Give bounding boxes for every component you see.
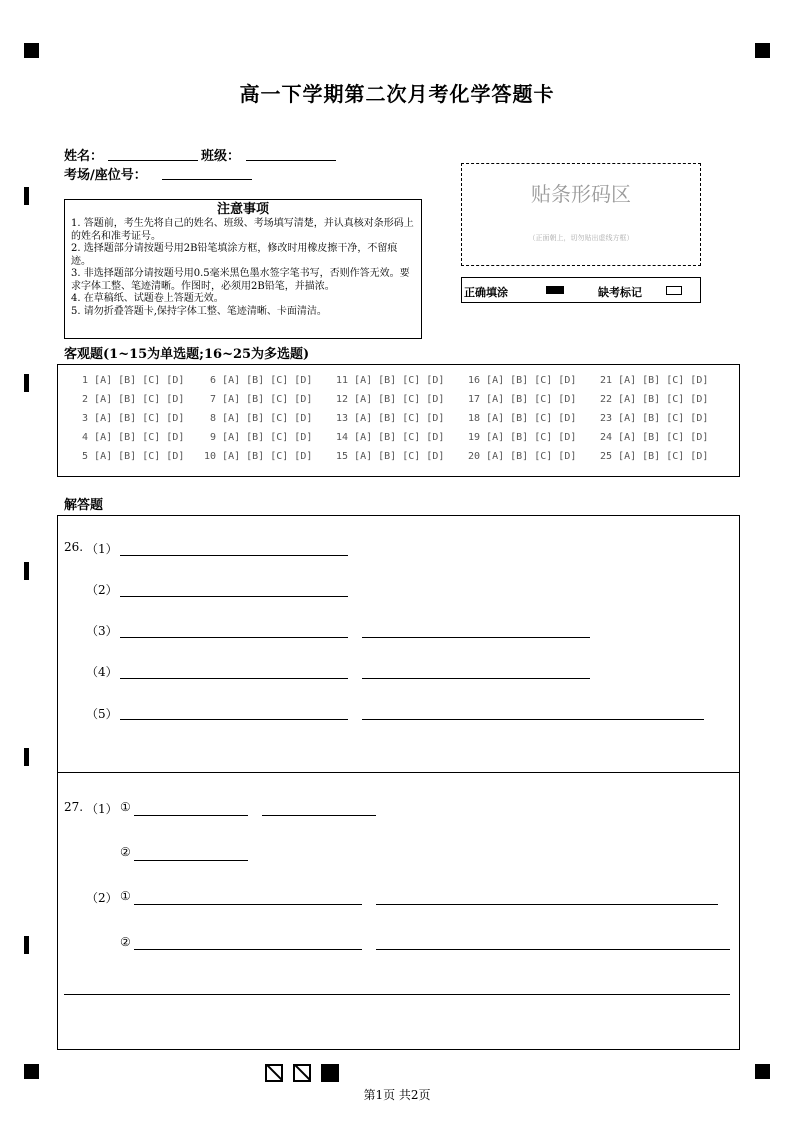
q26-part-5-answer-line[interactable] [120,719,348,720]
page-id-solid-square-icon [321,1064,339,1082]
room-seat-field[interactable] [162,179,252,180]
barcode-hint: （正面朝上，切勿贴出虚线方框） [528,234,634,242]
q27-part-2-sub-2-answer-line[interactable] [134,949,362,950]
notice-heading: 注意事项 [216,202,269,217]
notice-box [64,199,422,339]
choice-row[interactable]: 12 [A] [B] [C] [D] [336,394,445,405]
question-26-number: 26. [64,540,84,554]
q26-part-5-label: （5） [86,707,118,721]
q26-part-2-answer-line[interactable] [120,596,348,597]
q27-continuation-answer-line[interactable] [64,994,730,995]
q27-part-2-sub-2-answer-line[interactable] [376,949,730,950]
corner-mark-top-right [755,43,770,58]
correct-fill-label: 正确填涂 [464,286,508,299]
question-27-number: 27. [64,800,84,814]
choice-row[interactable]: 3 [A] [B] [C] [D] [76,413,185,424]
choice-row[interactable]: 22 [A] [B] [C] [D] [600,394,709,405]
q26-part-3-answer-line[interactable] [362,637,590,638]
q27-part-1-sub-1-answer-line[interactable] [262,815,376,816]
fill-legend [461,277,701,303]
name-label: 姓名： [64,149,104,164]
q26-part-4-answer-line[interactable] [362,678,590,679]
timing-mark [24,374,29,392]
choice-row[interactable]: 9 [A] [B] [C] [D] [204,432,313,443]
choice-row[interactable]: 2 [A] [B] [C] [D] [76,394,185,405]
class-label: 班级： [201,149,241,164]
room-seat-label: 考场/座位号： [64,168,147,183]
notice-item: 1. 答题前，考生先将自己的姓名、班级、考场填写清楚，并认真核对条形码上的姓名和准考证号。 [71,218,414,242]
choice-row[interactable]: 17 [A] [B] [C] [D] [468,394,577,405]
question-27-box [57,772,740,1050]
choice-row[interactable]: 21 [A] [B] [C] [D] [600,375,709,386]
corner-mark-bottom-right [755,1064,770,1079]
timing-mark [24,187,29,205]
q26-part-5-answer-line[interactable] [362,719,704,720]
choice-row[interactable]: 24 [A] [B] [C] [D] [600,432,709,443]
absent-mark-checkbox[interactable] [666,286,682,295]
choice-row[interactable]: 6 [A] [B] [C] [D] [204,375,313,386]
q27-part-2-sub-1-answer-line[interactable] [134,904,362,905]
choice-row[interactable]: 14 [A] [B] [C] [D] [336,432,445,443]
q26-part-2-label: （2） [86,583,118,597]
choice-row[interactable]: 4 [A] [B] [C] [D] [76,432,185,443]
page-id-slashed-square-icon [265,1064,283,1082]
timing-mark [24,748,29,766]
page-number: 第1页 共2页 [363,1088,431,1102]
q27-part-1-circle-2: ② [120,845,131,859]
correct-fill-sample [546,286,564,294]
q27-part-1-circle-1: ① [120,800,131,814]
choice-row[interactable]: 23 [A] [B] [C] [D] [600,413,709,424]
notice-item: 2. 选择题部分请按题号用2B铅笔填涂方框，修改时用橡皮擦干净，不留痕迹。 [71,243,398,267]
choice-row[interactable]: 18 [A] [B] [C] [D] [468,413,577,424]
choice-row[interactable]: 19 [A] [B] [C] [D] [468,432,577,443]
choice-row[interactable]: 11 [A] [B] [C] [D] [336,375,445,386]
q26-part-1-answer-line[interactable] [120,555,348,556]
choice-row[interactable]: 1 [A] [B] [C] [D] [76,375,185,386]
q27-part-1-sub-2-answer-line[interactable] [134,860,248,861]
page-id-slashed-square-icon [293,1064,311,1082]
notice-item: 5. 请勿折叠答题卡,保持字体工整、笔迹清晰、卡面清洁。 [71,305,327,317]
page-title: 高一下学期第二次月考化学答题卡 [239,82,555,106]
choice-row[interactable]: 25 [A] [B] [C] [D] [600,451,709,462]
choice-row[interactable]: 5 [A] [B] [C] [D] [76,451,185,462]
absent-mark-label: 缺考标记 [598,286,642,299]
q27-part-2-sub-1-answer-line[interactable] [376,904,718,905]
choice-row[interactable]: 15 [A] [B] [C] [D] [336,451,445,462]
objective-heading: 客观题(1~15为单选题;16~25为多选题) [64,347,310,362]
class-field[interactable] [246,160,336,161]
timing-mark [24,936,29,954]
question-26-box [57,515,740,773]
q27-part-1-label: （1） [86,802,118,816]
timing-mark [24,562,29,580]
q27-part-2-label: （2） [86,891,118,905]
q26-part-4-answer-line[interactable] [120,678,348,679]
subjective-heading: 解答题 [64,498,104,513]
barcode-area [461,163,701,266]
choice-row[interactable]: 10 [A] [B] [C] [D] [204,451,313,462]
choice-row[interactable]: 8 [A] [B] [C] [D] [204,413,313,424]
q27-part-2-circle-2: ② [120,935,131,949]
barcode-title: 贴条形码区 [531,182,631,206]
name-field[interactable] [108,160,198,161]
q27-part-1-sub-1-answer-line[interactable] [134,815,248,816]
q26-part-3-label: （3） [86,624,118,638]
choice-row[interactable]: 7 [A] [B] [C] [D] [204,394,313,405]
q26-part-4-label: （4） [86,665,118,679]
notice-item: 4. 在草稿纸、试题卷上答题无效。 [71,293,224,304]
choice-row[interactable]: 16 [A] [B] [C] [D] [468,375,577,386]
corner-mark-top-left [24,43,39,58]
q26-part-1-label: （1） [86,542,118,556]
objective-answer-grid [57,364,740,477]
notice-item: 3. 非选择题部分请按题号用0.5毫米黑色墨水签字笔书写，否则作答无效。要求字体工整、笔迹清晰。作图时，必须用2B铅笔，并描浓。 [71,268,410,292]
choice-row[interactable]: 20 [A] [B] [C] [D] [468,451,577,462]
corner-mark-bottom-left [24,1064,39,1079]
q26-part-3-answer-line[interactable] [120,637,348,638]
choice-row[interactable]: 13 [A] [B] [C] [D] [336,413,445,424]
q27-part-2-circle-1: ① [120,889,131,903]
